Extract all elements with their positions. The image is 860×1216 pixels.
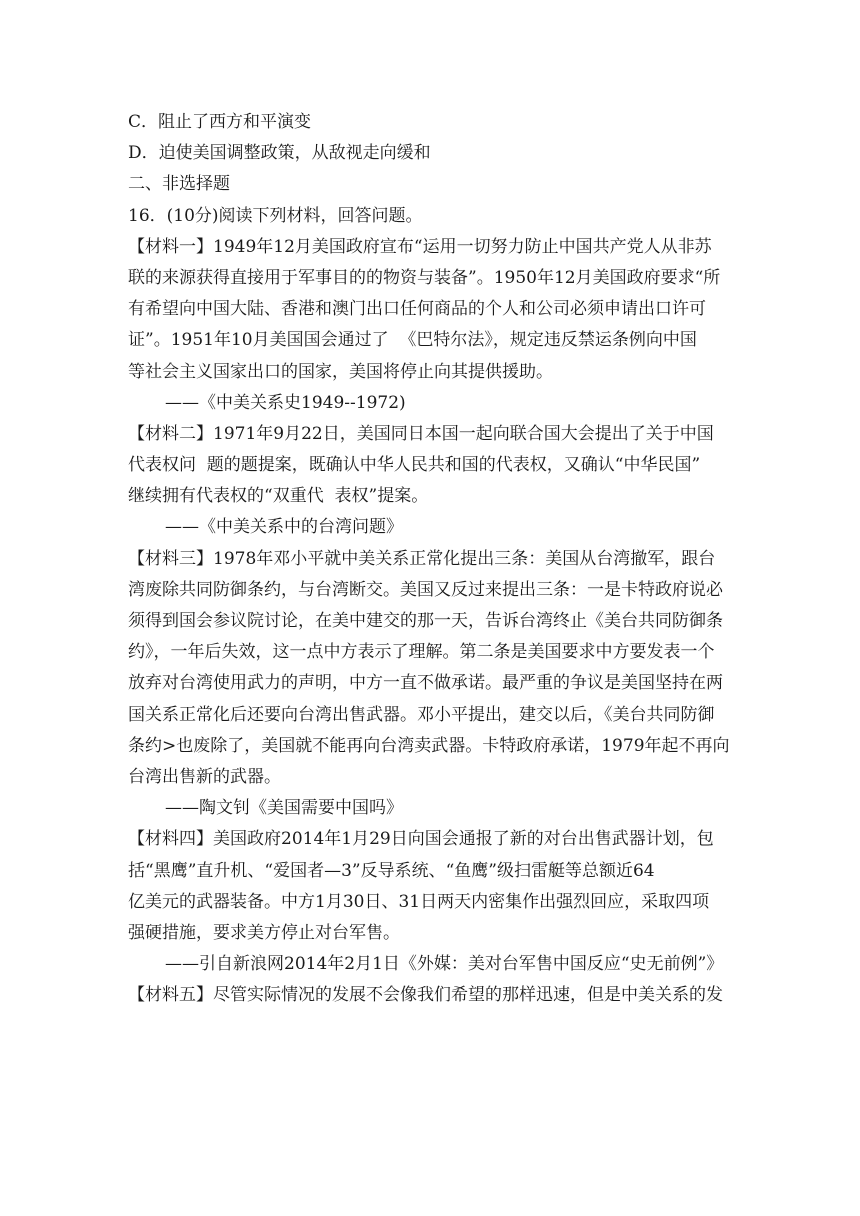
material-4-line: 【材料四】美国政府2014年1月29日向国会通报了新的对台出售武器计划，包: [128, 829, 714, 850]
document-body: [128, 107, 740, 1011]
material-2-line: 代表权问 题的题提案，既确认中华人民共和国的代表权，又确认“中华民国”: [128, 455, 701, 476]
material-2-source: ——《中美关系中的台湾问题》: [165, 517, 403, 538]
material-5-line: 【材料五】尽管实际情况的发展不会像我们希望的那样迅速，但是中美关系的发: [128, 985, 723, 1006]
material-3-line: 须得到国会参议院讨论，在美中建交的那一天，告诉台湾终止《美台共同防御条: [128, 611, 723, 631]
material-1-source: ——《中美关系史1949--1972): [165, 392, 406, 413]
material-2-line: 【材料二】1971年9月22日，美国同日本国一起向联合国大会提出了关于中国: [128, 423, 714, 444]
question-16-stem: 16．(10分)阅读下列材料，回答问题。: [128, 205, 423, 226]
material-3-line: 国关系正常化后还要向台湾出售武器。邓小平提出，建交以后，《美台共同防御: [128, 704, 715, 725]
material-4-line: 括“黑鹰”直升机、“爱国者—3”反导系统、“鱼鹰”级扫雷艇等总额近64: [128, 860, 655, 881]
material-4-line: 亿美元的武器装备。中方1月30日、31日两天内密集作出强烈回应，采取四项: [128, 891, 710, 912]
material-3-line: 台湾出售新的武器。: [128, 766, 281, 787]
material-1-line: 有希望向中国大陆、香港和澳门出口任何商品的个人和公司必须申请出口许可: [128, 299, 706, 320]
material-4-source: ——引自新浪网2014年2月1日《外媒：美对台军售中国反应“史无前例”》: [165, 954, 724, 975]
material-1-line: 联的来源获得直接用于军事目的的物资与装备”。1950年12月美国政府要求“所: [128, 267, 721, 288]
material-1-line: 【材料一】1949年12月美国政府宣布“运用一切努力防止中国共产党人从非苏: [128, 236, 712, 257]
option-d: D．迫使美国调整政策，从敌视走向缓和: [128, 143, 431, 164]
section-heading: 二、非选择题: [128, 174, 230, 195]
material-1-line: 证”。1951年10月美国国会通过了 《巴特尔法》，规定违反禁运条例向中国: [128, 330, 697, 351]
material-3-line: 条约>也废除了，美国就不能再向台湾卖武器。卡特政府承诺，1979年起不再向: [128, 735, 730, 756]
material-3-line: 【材料三】1978年邓小平就中美关系正常化提出三条：美国从台湾撤军，跟台: [128, 548, 716, 569]
option-c: C．阻止了西方和平演变: [128, 112, 312, 132]
material-1-line: 等社会主义国家出口的国家，美国将停止向其提供援助。: [128, 361, 553, 382]
material-3-line: 放弃对台湾使用武力的声明，中方一直不做承诺。最严重的争议是美国坚持在两: [128, 673, 723, 694]
material-3-source: ——陶文钊《美国需要中国吗》: [165, 798, 403, 819]
material-3-line: 约》，一年后失效，这一点中方表示了理解。第二条是美国要求中方要发表一个: [128, 642, 715, 663]
material-3-line: 湾废除共同防御条约，与台湾断交。美国又反过来提出三条：一是卡特政府说必: [128, 579, 723, 600]
material-4-line: 强硬措施，要求美方停止对台军售。: [128, 922, 400, 943]
material-2-line: 继续拥有代表权的“双重代 表权”提案。: [128, 486, 429, 507]
